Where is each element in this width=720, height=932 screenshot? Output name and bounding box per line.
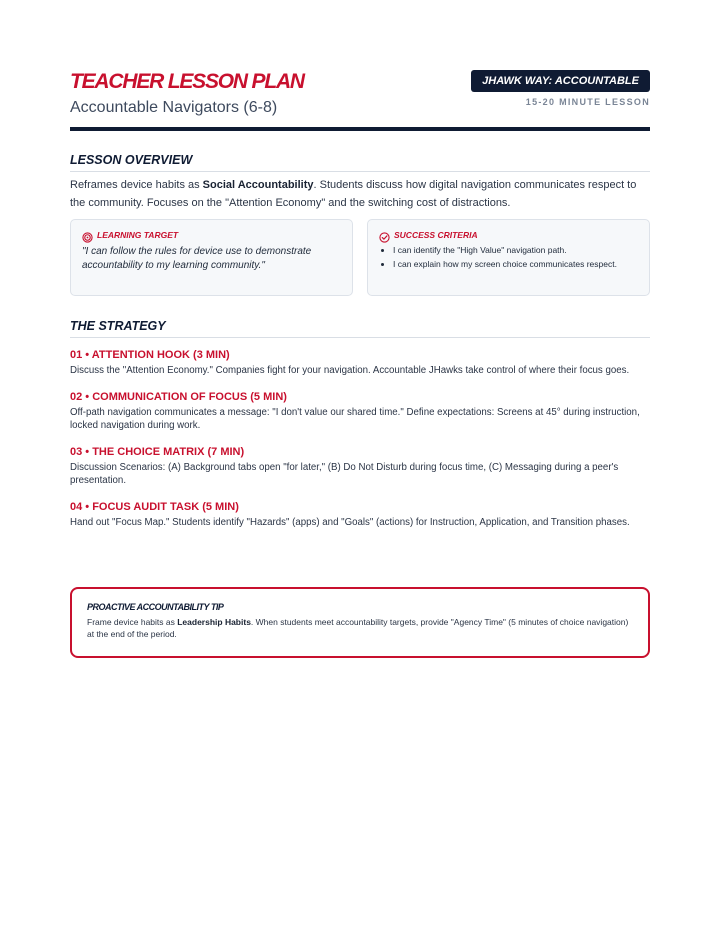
learning-target-label: LEARNING TARGET <box>97 230 179 240</box>
overview-text-part: Reframes device habits as <box>70 179 203 191</box>
learning-target-quote: "I can follow the rules for device use to demonstrate accountability to my learning community." <box>82 246 312 271</box>
lesson-plan-page <box>70 70 650 639</box>
learning-target-header <box>82 230 341 241</box>
tip-text <box>87 617 633 640</box>
success-criteria-list <box>379 245 638 270</box>
strategy-step <box>70 390 650 433</box>
accountability-tip-box <box>70 587 650 658</box>
step-description: Hand out "Focus Map." Students identify "Hazards" (apps) and "Goals" (actions) for Instruction, Application, and Transition phases. <box>70 516 630 528</box>
list-item: • I can explain how my screen choice communicates respect. <box>393 259 638 271</box>
overview-emphasis: Social Accountability <box>202 179 314 191</box>
step-title: 01 • ATTENTION HOOK (3 MIN) <box>70 349 230 361</box>
step-description: Discuss the "Attention Economy." Companies fight for your navigation. Accountable JHawks take control of where their focus goes. <box>70 365 630 376</box>
jhawk-way-badge: JHAWK WAY: ACCOUNTABLE <box>471 70 650 92</box>
list-item: • I can identify the "High Value" navigation path. <box>393 245 638 257</box>
strategy-section <box>70 319 650 529</box>
strategy-step <box>70 500 650 530</box>
lesson-overview-section <box>70 153 650 212</box>
target-criteria-cards <box>70 219 650 296</box>
strategy-heading: THE STRATEGY <box>70 319 650 338</box>
document-title: TEACHER LESSON PLAN <box>70 70 304 93</box>
success-criteria-label: SUCCESS CRITERIA <box>394 230 478 240</box>
strategy-step <box>70 445 650 488</box>
tip-emphasis: Leadership Habits <box>177 617 251 627</box>
success-criteria-header <box>379 230 638 241</box>
success-criteria-card <box>367 219 650 296</box>
step-title: 03 • THE CHOICE MATRIX (7 MIN) <box>70 445 245 458</box>
tip-text-part: . When students meet accountability targets, provide "Agency Time" (5 minutes of choice navigation) at the end of the period. <box>87 617 629 639</box>
tip-text-part: Frame device habits as <box>87 617 178 627</box>
tip-title: PROACTIVE ACCOUNTABILITY TIP <box>87 602 224 612</box>
overview-text-part: . Students discuss how digital navigation communicates respect to the community. Focuses on the "Attention Economy" and the switching cost of distractions. <box>70 179 637 209</box>
lesson-overview-text <box>70 176 650 212</box>
step-title: 02 • COMMUNICATION OF FOCUS (5 MIN) <box>70 390 287 403</box>
lesson-duration: 15-20 MINUTE LESSON <box>525 97 650 107</box>
document-header <box>70 70 650 128</box>
strategy-step <box>70 348 650 378</box>
target-icon <box>82 230 93 241</box>
document-subtitle: Accountable Navigators (6-8) <box>70 99 278 116</box>
step-description: Discussion Scenarios: (A) Background tabs open "for later," (B) Do Not Disturb during focus time, (C) Messaging during a peer's presentation. <box>70 461 619 486</box>
learning-target-card <box>70 219 353 296</box>
check-circle-icon <box>379 230 390 241</box>
step-title: 04 • FOCUS AUDIT TASK (5 MIN) <box>70 500 239 513</box>
lesson-overview-heading: LESSON OVERVIEW <box>70 153 650 172</box>
header-divider <box>70 127 650 131</box>
step-description: Off-path navigation communicates a message: "I don't value our shared time." Define expectations: Screens at 45° during instruction, locked navigation during work. <box>70 406 640 431</box>
